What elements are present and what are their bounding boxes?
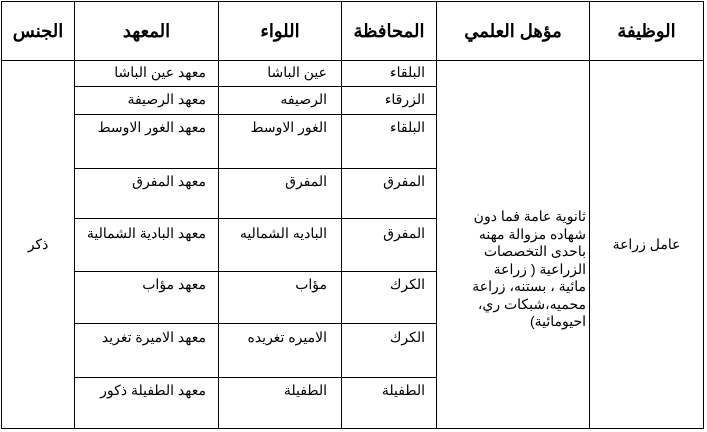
district-cell: الباديه الشماليه [239,225,327,241]
district-cell: المفرق [285,173,327,189]
header-institute: المعهد [122,20,171,41]
institute-cell: معهد المفرق [132,173,206,189]
governorate-cell: الكرك [389,329,425,345]
district-cell: الرصيفه [280,91,327,107]
qualification-line: الزراعية ( زراعة [493,260,586,277]
column-divider [341,2,342,428]
gender-cell [2,61,74,428]
row-divider [74,271,436,272]
district-cell: الاميره تغريده [247,329,327,345]
qualification-line: محميه،شبكات ري، [477,295,586,312]
institute-cell: معهد البادية الشمالية [86,225,206,241]
header-qualification: مؤهل العلمي [464,20,562,41]
governorate-cell: البلقاء [390,119,425,135]
header-gender: الجنس [12,20,64,41]
institute-cell: معهد الرصيفة [127,91,206,107]
qualification-line: شهاده مزوالة مهنه [478,225,586,242]
header-district: اللواء [260,20,300,41]
district-cell: الطفيلة [283,382,327,398]
row-divider [74,323,436,324]
job-title-cell [590,61,703,428]
job-title: عامل زراعة [612,236,681,252]
column-divider [74,2,75,428]
row-divider [74,114,436,115]
institute-cell: معهد الغور الاوسط [97,119,206,135]
row-divider [74,218,436,219]
district-cell: عين الباشا [267,64,327,80]
column-divider [218,2,219,428]
qualification-text [440,208,586,331]
institute-cell: معهد عين الباشا [114,64,206,80]
governorate-cell: الكرك [389,276,425,292]
column-divider [436,2,437,428]
governorate-cell: الطفيلة [381,382,425,398]
institute-cell: معهد الطفيلة ذكور [100,382,206,398]
qualification-line: باحدى التخصصات [483,243,586,259]
qualification-line: ثانوية عامة فما دون [473,208,586,224]
governorate-cell: المفرق [383,225,425,241]
institute-cell: معهد الاميرة تغريد [101,329,206,345]
institute-cell: معهد مؤاب [142,276,206,292]
governorate-cell: الزرقاء [384,91,425,107]
row-divider [74,168,436,169]
district-cell: الغور الاوسط [250,119,327,135]
header-job: الوظيفة [617,20,676,41]
district-cell: مؤاب [295,276,327,292]
jobs-table [1,1,704,429]
governorate-cell: البلقاء [390,64,425,80]
row-divider [74,377,436,378]
gender-value: ذكر [27,236,49,252]
qualification-line: مائية ، بستنه، زراعة [472,278,586,294]
row-divider [74,86,436,87]
qualification-line: احيومائية) [529,313,586,329]
governorate-cell: المفرق [383,173,425,189]
header-governorate: المحافظة [353,20,425,41]
